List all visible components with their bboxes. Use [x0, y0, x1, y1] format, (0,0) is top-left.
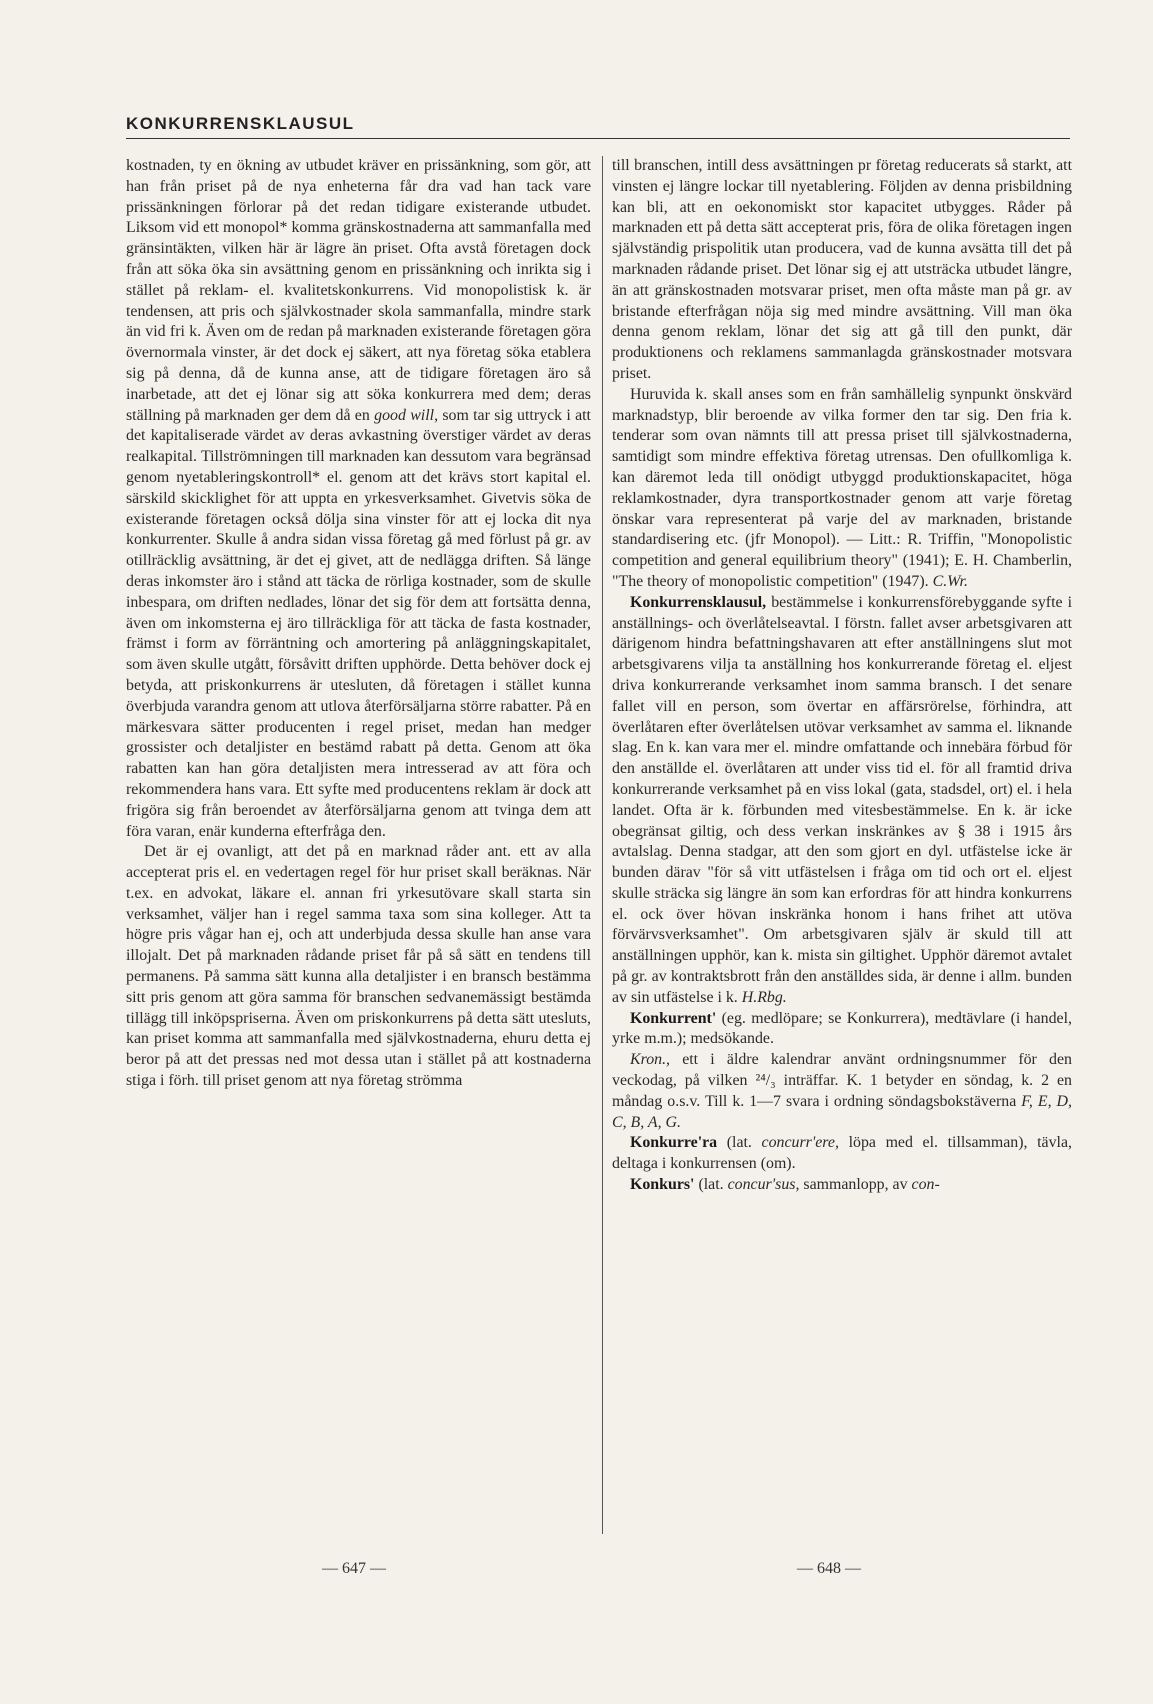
- page-number-right: — 648 —: [797, 1560, 861, 1577]
- page-number-left: — 647 —: [322, 1560, 386, 1577]
- header-rule: [126, 138, 1070, 139]
- entry-konkurs: Konkurs' (lat. concur'sus, sammanlopp, av con-: [630, 1176, 940, 1194]
- entry-kron: Kron., ett i äldre kalendrar använt ordningsnummer för den veckodag, på vilken ²⁴/₃ inträffar. K. 1 betyder en söndag, k. 2 en måndag o.s.v. Till k. 1—7 svara i ordning söndagsbokstäverna F, E, D, C, B, A, G.: [612, 1051, 1072, 1131]
- left-column: [126, 156, 591, 1092]
- entry-konkurrent: Konkurrent' (eg. medlöpare; se Konkurrera), medtävlare (i handel, yrke m.m.); medsökande.: [612, 1009, 1073, 1048]
- headword: Konkurrensklausul,: [630, 593, 767, 611]
- headword: Konkurs': [630, 1176, 695, 1194]
- column-divider: [602, 156, 603, 1534]
- paragraph: Huruvida k. skall anses som en från samhällelig synpunkt önskvärd marknadstyp, blir beroende av vilka former den tar sig. Den fria k. tenderar som ovan nämnts till att pressa priset till självkostnaderna, samtidigt som mindre effektiva företag utrensas. Den ofullkomliga k. kan däremot leda till onödigt utbyggd produktionskapacitet, höga reklamkostnader, dyra transportkostnader genom att varje företag önskar vara representerat på varje del av marknaden, bristande standardisering etc. (jfr Monopol). — Litt.: R. Triffin, "Monopolistic competition and general equilibrium theory" (1941); E. H. Chamberlin, "The theory of monopolistic competition" (1947). C.Wr.: [612, 385, 1072, 590]
- paragraph: kostnaden, ty en ökning av utbudet kräver en prissänkning, som gör, att han från priset på de nya enheterna får dra vad han tack vare prissänkningen förlorar på det redan tidigare existerande utbudet. Liksom vid ett monopol* komma gränskostnaderna att sammanfalla med gränsintäkten, vilken här är lägre än priset. Ofta avstå företagen dock från att söka öka sin avsättning genom en prissänkning och inrikta sig i stället på reklam- el. kvalitetskonkurrens. Vid monopolistisk k. är tendensen, att pris och självkostnader skola sammanfalla, mindre stark än vid fri k. Även om de redan på marknaden existerande företagen göra övernormala vinster, är det dock ej säkert, att nya företag söka etablera sig på denna, då de kunna anse, att de tidigare företagen äro så inarbetade, att det ej lönar sig att söka konkurrera med dem; deras ställning på marknaden ger dem då en good will, som tar sig uttryck i att det kapitaliserade värdet av deras avkastning överstiger värdet av deras realkapital. Tillströmningen till marknaden kan dessutom vara begränsad genom nyetableringskontroll* el. genom att det krävs stort kapital el. särskild skicklighet för att uppta en yrkesverksamhet. Givetvis söka de existerande företagen också dölja sina vinster för att ej locka dit nya konkurrenter. Skulle å andra sidan vissa företag gå med förlust på gr. av otillräcklig avsättning, är det ej givet, att de nedlägga driften. Så länge deras inkomster äro i stånd att täcka de rörliga kostnader, som de skulle inbespara, om driften nedlades, lönar det sig för dem att fortsätta denna, även om inkomsterna ej äro tillräckliga för att täcka de fasta kostnader, främst i form av förräntning och amortering på anläggningskapitalet, som även skulle utgått, försåvitt driften upphörde. Detta behöver dock ej betyda, att priskonkurrens är utesluten, då företagen i stället kunna överbjuda varandra genom att utlova återförsäljarna större rabatter. På en märkesvara sätter producenten i regel priset, medan han medger grossister och detaljister en bestämd rabatt på detta. Genom att öka rabatten kan han göra detaljisten mera intresserad av att föra och rekommendera hans vara. Ett syfte med producentens reklam är dock att frigöra sig från beroendet av återförsäljarna genom att tvinga dem att föra varan, enär kunderna efterfråga den.: [126, 157, 591, 840]
- entry-konkurrera: Konkurre'ra (lat. concurr'ere, löpa med el. tillsamman), tävla, deltaga i konkurrensen (om).: [612, 1134, 1072, 1173]
- paragraph: till branschen, intill dess avsättningen pr företag reducerats så starkt, att vinsten ej längre lockar till nyetablering. Följden av denna prisbildning kan bli, att en oekonomiskt stor kapacitet utbygges. Råder på marknaden ett på detta sätt accepterat pris, föra de olika företagen ingen självständig prispolitik utan producera, vad de kunna avsätta till det på marknaden rådande priset. Det lönar sig ej att utsträcka utbudet längre, än att gränskostnaden motsvarar priset, men ofta måste man på gr. av bristande efterfrågan nöja sig med mindre avsättning. Vill man öka denna genom reklam, lönar det sig att gå till den punkt, där produktionens och reklamens sammanlagda gränskostnader motsvara priset.: [612, 157, 1072, 382]
- running-head: KONKURRENSKLAUSUL: [126, 114, 355, 133]
- right-column: [612, 156, 1072, 1196]
- headword: Konkurrent': [630, 1009, 717, 1027]
- headword: Konkurre'ra: [630, 1134, 718, 1152]
- entry-konkurrensklausul: Konkurrensklausul, bestämmelse i konkurrensförebyggande syfte i anställnings- och överlåtelseavtal. I förstn. fallet avser arbetsgivaren att därigenom hindra befattningshavaren att efter anställningens slut mot arbetsgivarens vilja ta anställning hos konkurrerande företag el. eljest driva konkurrerande verksamhet inom samma bransch. I det senare fallet vill en person, som övertar en affärsrörelse, förhindra, att överlåtaren efter överlåtelsen utövar verksamhet av samma el. liknande slag. En k. kan vara mer el. mindre omfattande och innebära förbud för den anställde el. överlåtaren att under viss tid el. för all framtid driva konkurrerande verksamhet på en viss lokal (gata, stadsdel, ort) el. i hela landet. Ofta är k. förbunden med vitesbestämmelse. En k. är icke obegränsat giltig, och dess verkan inskränkes av § 38 i 1915 års avtalslag. Denna stadgar, att den som gjort en dyl. utfästelse icke är bunden därav "för så vitt utfästelsen i fråga om tid och ort el. eljest skulle sträcka sig längre än som kan erfordras för att hindra konkurrens el. ock över hövan inskränka honom i hans frihet att utöva förvärvsverksamhet". Om arbetsgivaren själv är skuld till att anställningen upphör, kan k. mista sin giltighet. Upphör däremot avtalet på gr. av kontraktsbrott från den anställdes sida, är denne i allm. bunden av sin utfästelse i k. H.Rbg.: [612, 593, 1072, 1006]
- paragraph: Det är ej ovanligt, att det på en marknad råder ant. ett av alla accepterat pris el. en vedertagen regel för hur priset skall beräknas. När t.ex. en advokat, läkare el. annan fri yrkesutövare skall starta sin verksamhet, väljer han i regel samma taxa som sina kolleger. Att ta högre pris vågar han ej, och att underbjuda dessa skulle han anse vara illojalt. Det på marknaden rådande priset får på så sätt en tendens till permanens. På samma sätt kunna alla detaljister i en bransch bestämma sitt pris genom att göra samma för branschen sedvanemässigt bestämda tillägg till inköpspriserna. Även om priskonkurrens på detta sätt utesluts, kan priset komma att sammanfalla med självkostnaderna, ehuru detta ej beror på att det pressas ned mot dessa utan i stället på att kostnaderna stiga i förh. till priset genom att nya företag strömma: [126, 843, 591, 1090]
- headword: Kron.,: [630, 1051, 671, 1069]
